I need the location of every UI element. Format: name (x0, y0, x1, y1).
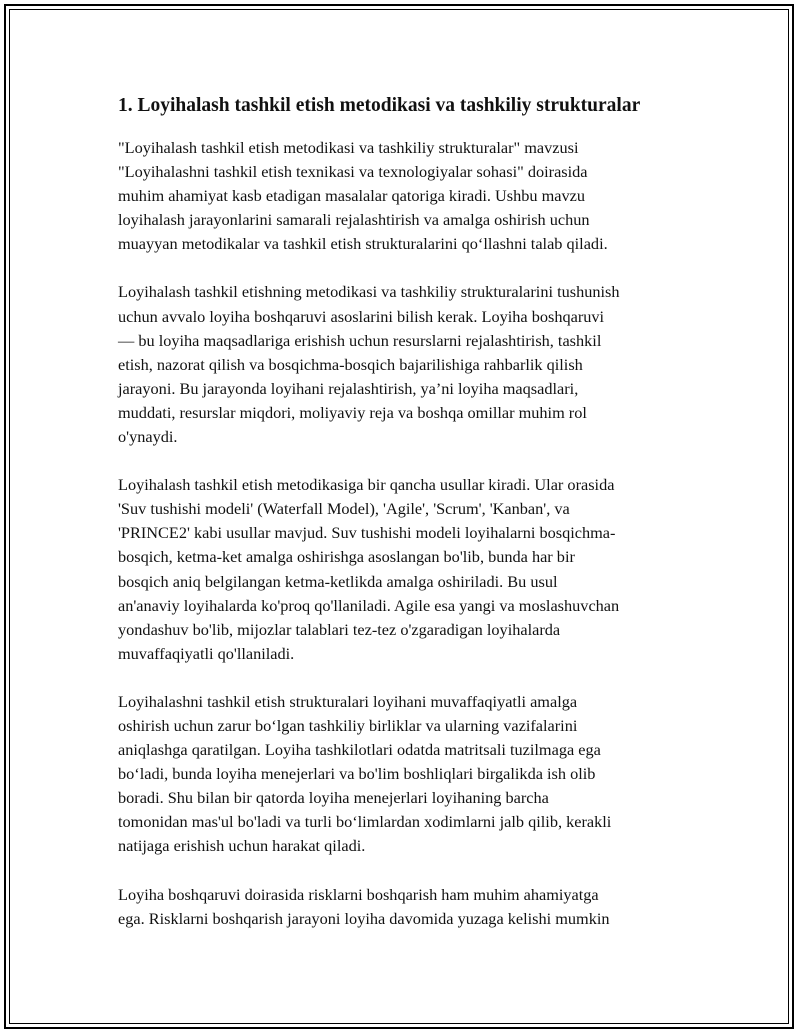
text-line: 'PRINCE2' kabi usullar mavjud. Suv tushishi modeli loyihalarni bosqichma- (118, 523, 616, 543)
text-line: bosqich aniq belgilangan ketma-ketlikda amalga oshiriladi. Bu usul (118, 571, 558, 591)
text-line: bosqich, ketma-ket amalga oshirishga asoslangan bo'lib, bunda har bir (118, 547, 575, 567)
text-line: ega. Risklarni boshqarish jarayoni loyiha davomida yuzaga kelishi mumkin (118, 908, 610, 928)
text-line: "Loyihalashni tashkil etish texnikasi va texnologiyalar sohasi" doirasida (118, 162, 588, 182)
paragraphs-container (118, 136, 688, 931)
text-line: natijaga erishish uchun harakat qiladi. (118, 836, 366, 856)
text-line: — bu loyiha maqsadlariga erishish uchun resurslarni rejalashtirish, tashkil (118, 330, 602, 350)
text-line: Loyihalash tashkil etish metodikasiga bir qancha usullar kiradi. Ular orasida (118, 475, 615, 495)
paragraph-4 (118, 690, 688, 859)
text-line: Loyiha boshqaruvi doirasida risklarni boshqarish ham muhim ahamiyatga (118, 884, 599, 904)
text-line: tomonidan mas'ul bo'ladi va turli bo‘limlardan xodimlarni jalb qilib, kerakli (118, 812, 612, 832)
text-line: muayyan metodikalar va tashkil etish strukturalarini qo‘llashni talab qiladi. (118, 234, 608, 254)
text-line: Loyihalashni tashkil etish strukturalari loyihani muvaffaqiyatli amalga (118, 691, 578, 711)
text-line: uchun avvalo loyiha boshqaruvi asoslarini bilish kerak. Loyiha boshqaruvi (118, 306, 605, 326)
text-line: muhim ahamiyat kasb etadigan masalalar qatoriga kiradi. Ushbu mavzu (118, 186, 586, 206)
text-line: jarayoni. Bu jarayonda loyihani rejalashtirish, ya’ni loyiha maqsadlari, (118, 378, 579, 398)
text-line: aniqlashga qaratilgan. Loyiha tashkilotlari odatda matritsali tuzilmaga ega (118, 740, 601, 760)
text-line: muvaffaqiyatli qo'llaniladi. (118, 643, 295, 663)
text-line: o'ynaydi. (118, 427, 178, 447)
text-line: loyihalash jarayonlarini samarali rejalashtirish va amalga oshirish uchun (118, 210, 590, 230)
text-line: oshirish uchun zarur bo‘lgan tashkiliy birliklar va ularning vazifalarini (118, 715, 578, 735)
text-line: bo‘ladi, bunda loyiha menejerlari va bo'lim boshliqlari birgalikda ish olib (118, 764, 596, 784)
paragraph-1 (118, 136, 688, 256)
text-line: yondashuv bo'lib, mijozlar talablari tez-tez o'zgaradigan loyihalarda (118, 619, 561, 639)
text-line: 'Suv tushishi modeli' (Waterfall Model), 'Agile', 'Scrum', 'Kanban', va (118, 499, 570, 519)
text-line: an'anaviy loyihalarda ko'proq qo'llaniladi. Agile esa yangi va moslashuvchan (118, 595, 620, 615)
text-line: muddati, resurslar miqdori, moliyaviy reja va boshqa omillar muhim rol (118, 402, 587, 422)
text-line: etish, nazorat qilish va bosqichma-bosqich bajarilishiga rahbarlik qilish (118, 354, 583, 374)
paragraph-3 (118, 473, 688, 666)
text-line: Loyihalash tashkil etishning metodikasi va tashkiliy strukturalarini tushunish (118, 282, 620, 302)
paragraph-5 (118, 883, 688, 931)
paragraph-2 (118, 280, 688, 449)
document-title: 1. Loyihalash tashkil etish metodikasi va tashkiliy strukturalar (118, 95, 641, 116)
text-line: "Loyihalash tashkil etish metodikasi va tashkiliy strukturalar" mavzusi (118, 138, 579, 157)
text-line: boradi. Shu bilan bir qatorda loyiha menejerlari loyihaning barcha (118, 788, 549, 808)
document-body (118, 92, 688, 955)
